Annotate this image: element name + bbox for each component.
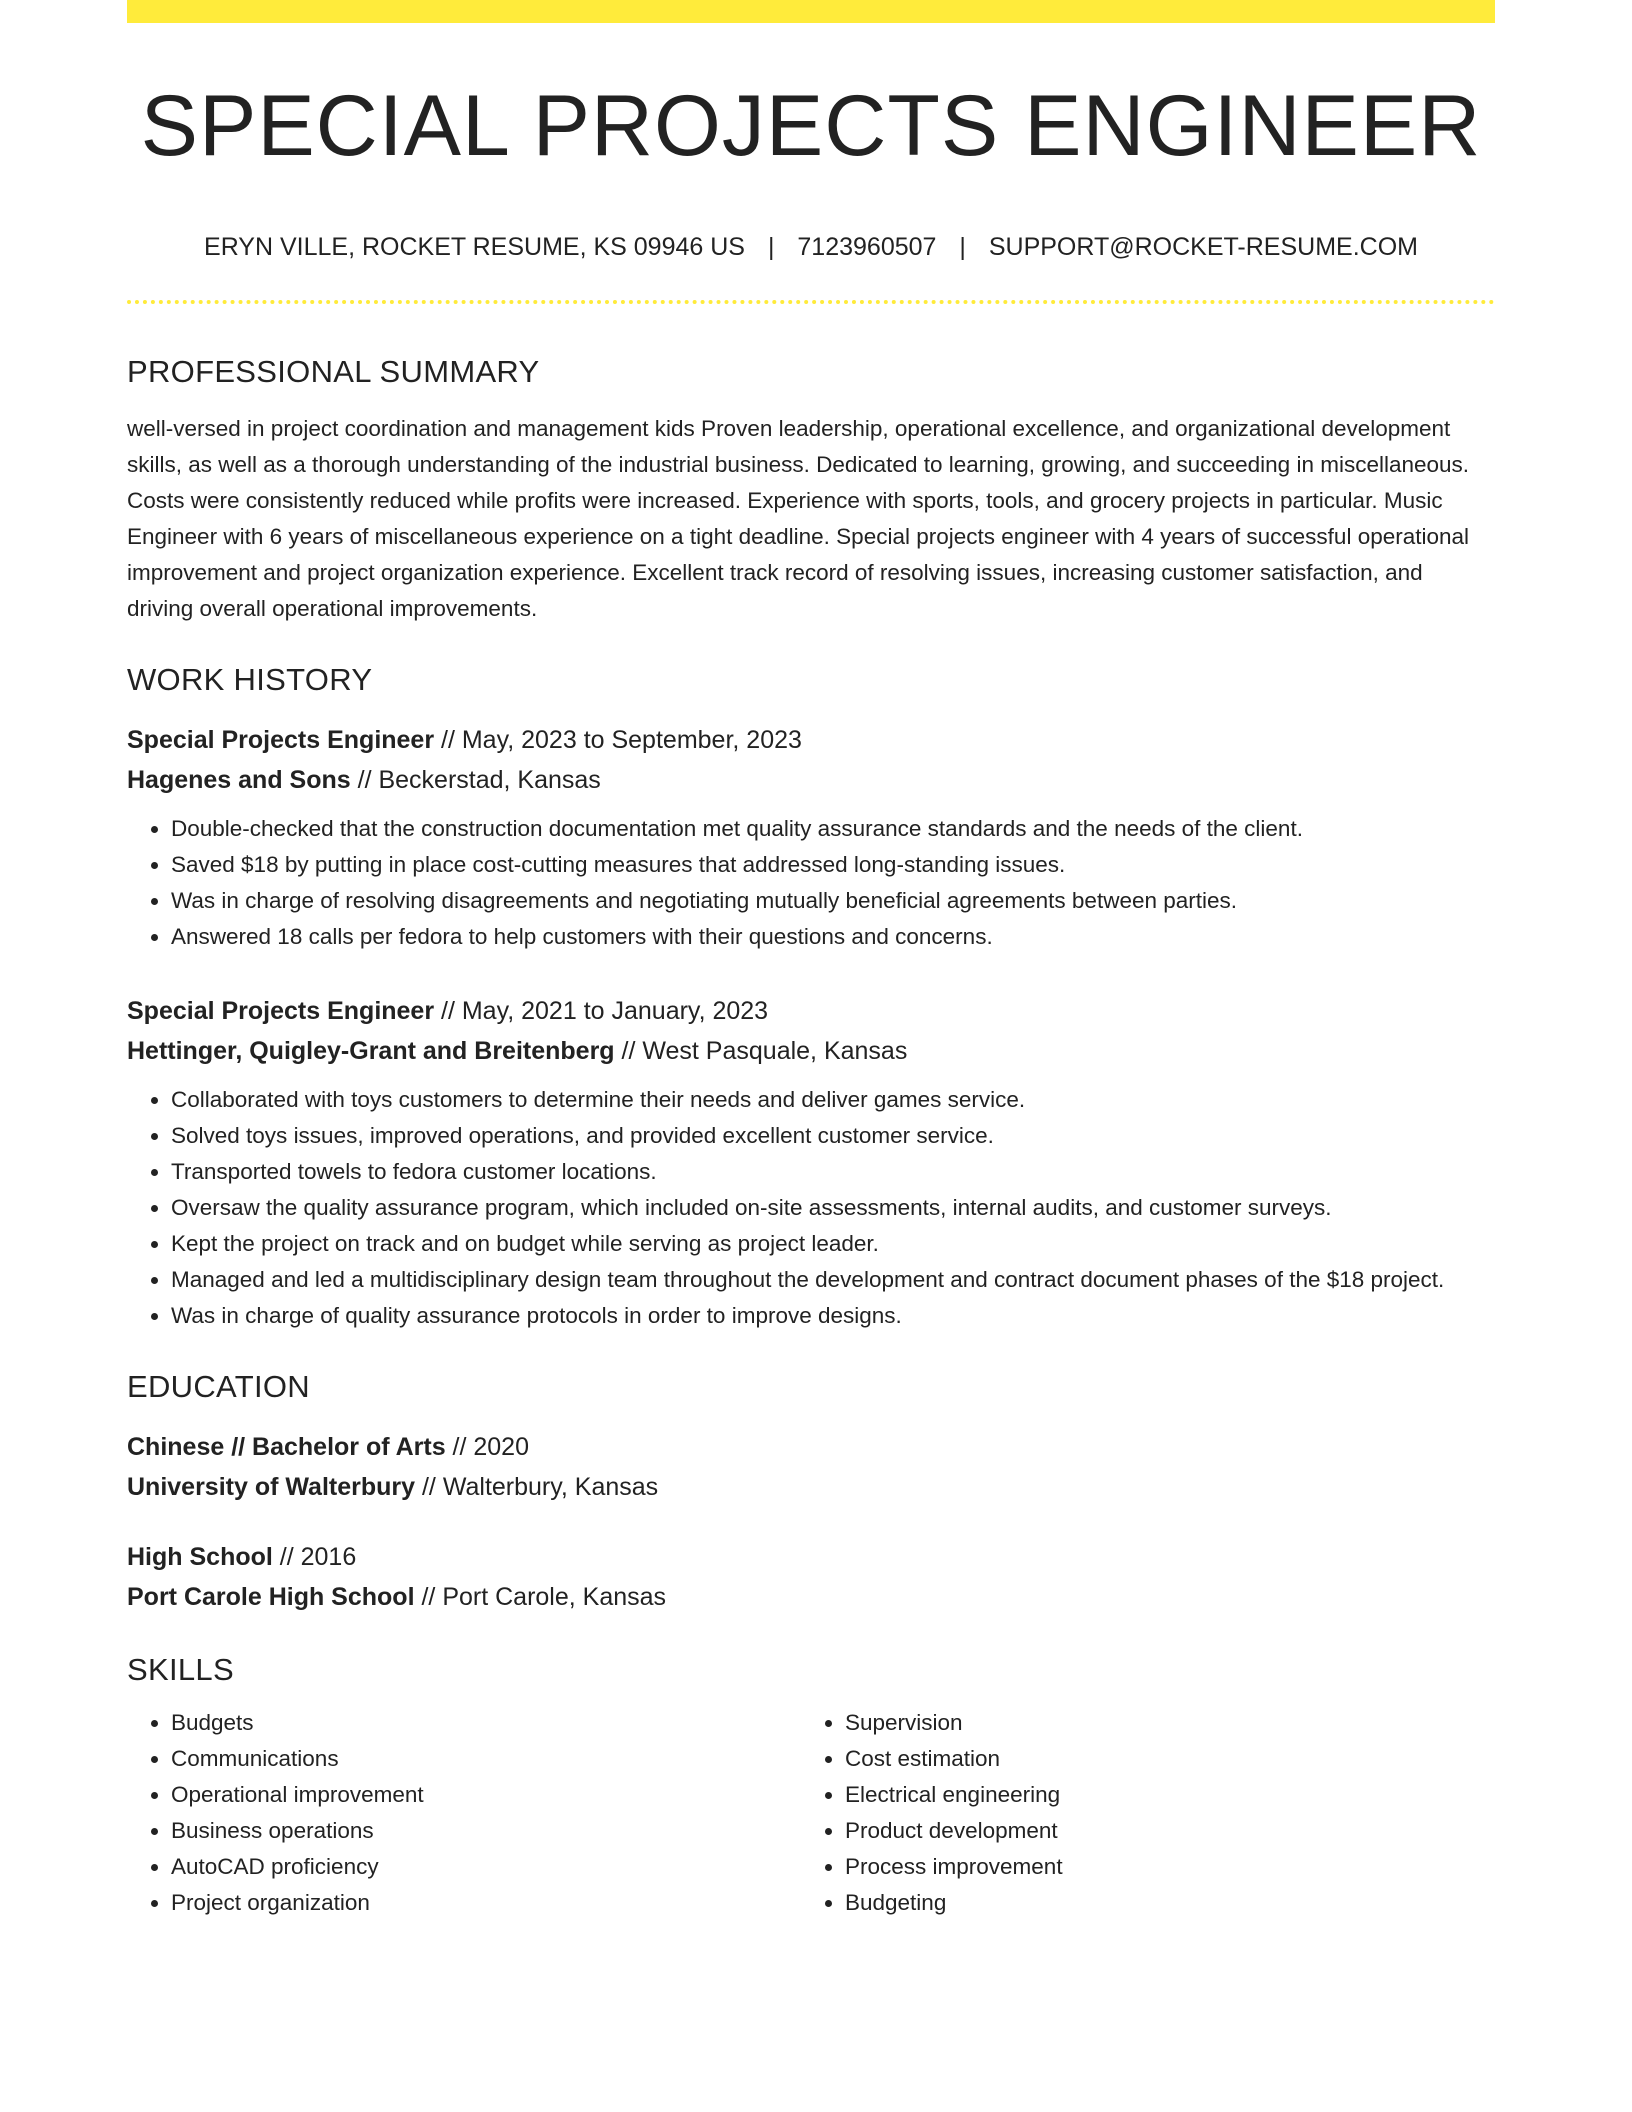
education-entry bbox=[127, 1427, 1495, 1507]
skill-item: • Cost estimation bbox=[845, 1741, 1475, 1777]
job-bullet: • Kept the project on track and on budget while serving as project leader. bbox=[171, 1226, 1495, 1262]
contact-separator: | bbox=[959, 233, 966, 261]
job-entry bbox=[127, 720, 1495, 955]
skill-item: • Process improvement bbox=[845, 1849, 1475, 1885]
job-company: Hettinger, Quigley-Grant and Breitenberg bbox=[127, 1037, 615, 1065]
job-title-line bbox=[127, 991, 1495, 1031]
job-bullets bbox=[171, 1082, 1495, 1334]
education-school: University of Walterbury bbox=[127, 1473, 416, 1501]
job-bullet: • Was in charge of quality assurance protocols in order to improve designs. bbox=[171, 1298, 1495, 1334]
skill-item: • Operational improvement bbox=[171, 1777, 801, 1813]
resume-page bbox=[127, 0, 1495, 1921]
contact-phone: 7123960507 bbox=[797, 233, 937, 261]
skill-item: • Electrical engineering bbox=[845, 1777, 1475, 1813]
top-accent-bar bbox=[127, 0, 1495, 23]
skills-column-right bbox=[801, 1705, 1475, 1921]
education-degree-line bbox=[127, 1537, 1495, 1577]
education-heading: EDUCATION bbox=[127, 1369, 310, 1404]
job-company-line bbox=[127, 760, 1495, 800]
education-degree: High School bbox=[127, 1543, 273, 1571]
job-dates: // May, 2021 to January, 2023 bbox=[434, 997, 769, 1025]
skill-item: • Supervision bbox=[845, 1705, 1475, 1741]
summary-text: well-versed in project coordination and management kids Proven leadership, operational excellence, and organizational development skills, as well as a thorough understanding of the industrial business. Dedicated to learning, growing, and succeeding in miscellaneous. Costs were consistently reduced while profits were increased. Experience with sports, tools, and grocery projects in particular. Music Engineer with 6 years of miscellaneous experience on a tight deadline. Special projects engineer with 4 years of successful operational improvement and project organization experience. Excellent track record of resolving issues, increasing customer satisfaction, and driving overall operational improvements. bbox=[127, 416, 1470, 621]
header-divider bbox=[127, 300, 1495, 304]
skill-item: • AutoCAD proficiency bbox=[171, 1849, 801, 1885]
job-bullet: • Was in charge of resolving disagreements and negotiating mutually beneficial agreements between parties. bbox=[171, 883, 1495, 919]
education-year: // 2020 bbox=[445, 1433, 529, 1461]
job-location: // Beckerstad, Kansas bbox=[350, 766, 601, 794]
contact-address: ERYN VILLE, ROCKET RESUME, KS 09946 US bbox=[204, 233, 745, 261]
education-school-line bbox=[127, 1467, 1495, 1507]
skills-list bbox=[171, 1705, 801, 1921]
job-bullet: • Saved $18 by putting in place cost-cutting measures that addressed long-standing issues. bbox=[171, 847, 1495, 883]
contact-separator: | bbox=[767, 233, 775, 261]
contact-email: SUPPORT@ROCKET-RESUME.COM bbox=[988, 233, 1418, 261]
job-bullets bbox=[171, 811, 1495, 955]
job-dates: // May, 2023 to September, 2023 bbox=[434, 726, 802, 754]
contact-line bbox=[127, 235, 1495, 260]
job-title-line bbox=[127, 720, 1495, 760]
job-company-line bbox=[127, 1031, 1495, 1071]
job-location: // West Pasquale, Kansas bbox=[614, 1037, 908, 1065]
job-entry bbox=[127, 991, 1495, 1334]
skill-item: • Budgets bbox=[171, 1705, 801, 1741]
resume-title: SPECIAL PROJECTS ENGINEER bbox=[140, 78, 1482, 174]
job-bullet: • Collaborated with toys customers to determine their needs and deliver games service. bbox=[171, 1082, 1495, 1118]
job-bullet: • Solved toys issues, improved operations, and provided excellent customer service. bbox=[171, 1118, 1495, 1154]
skills-list bbox=[845, 1705, 1475, 1921]
education-entry bbox=[127, 1537, 1495, 1617]
skill-item: • Project organization bbox=[171, 1885, 801, 1921]
job-bullet: • Oversaw the quality assurance program, which included on-site assessments, internal audits, and customer surveys. bbox=[171, 1190, 1495, 1226]
summary-heading: PROFESSIONAL SUMMARY bbox=[127, 354, 540, 389]
job-bullet: • Double-checked that the construction documentation met quality assurance standards and the needs of the client. bbox=[171, 811, 1495, 847]
skills-heading: SKILLS bbox=[127, 1652, 234, 1687]
education-year: // 2016 bbox=[272, 1543, 357, 1571]
education-location: // Port Carole, Kansas bbox=[414, 1583, 667, 1611]
job-bullet: • Answered 18 calls per fedora to help customers with their questions and concerns. bbox=[171, 919, 1495, 955]
skill-item: • Product development bbox=[845, 1813, 1475, 1849]
skill-item: • Business operations bbox=[171, 1813, 801, 1849]
job-bullet: • Transported towels to fedora customer locations. bbox=[171, 1154, 1495, 1190]
skills-column-left bbox=[127, 1705, 801, 1921]
education-school: Port Carole High School bbox=[127, 1583, 415, 1611]
education-location: // Walterbury, Kansas bbox=[415, 1473, 659, 1501]
skill-item: • Communications bbox=[171, 1741, 801, 1777]
education-school-line bbox=[127, 1577, 1495, 1617]
skills-grid bbox=[127, 1705, 1495, 1921]
job-title: Special Projects Engineer bbox=[127, 726, 435, 754]
education-degree-line bbox=[127, 1427, 1495, 1467]
skill-item: • Budgeting bbox=[845, 1885, 1475, 1921]
job-company: Hagenes and Sons bbox=[127, 766, 351, 794]
job-bullet: • Managed and led a multidisciplinary design team throughout the development and contract document phases of the $18 project. bbox=[171, 1262, 1495, 1298]
education-degree: Chinese // Bachelor of Arts bbox=[127, 1433, 446, 1461]
work-history-heading: WORK HISTORY bbox=[127, 662, 373, 697]
job-title: Special Projects Engineer bbox=[127, 997, 435, 1025]
